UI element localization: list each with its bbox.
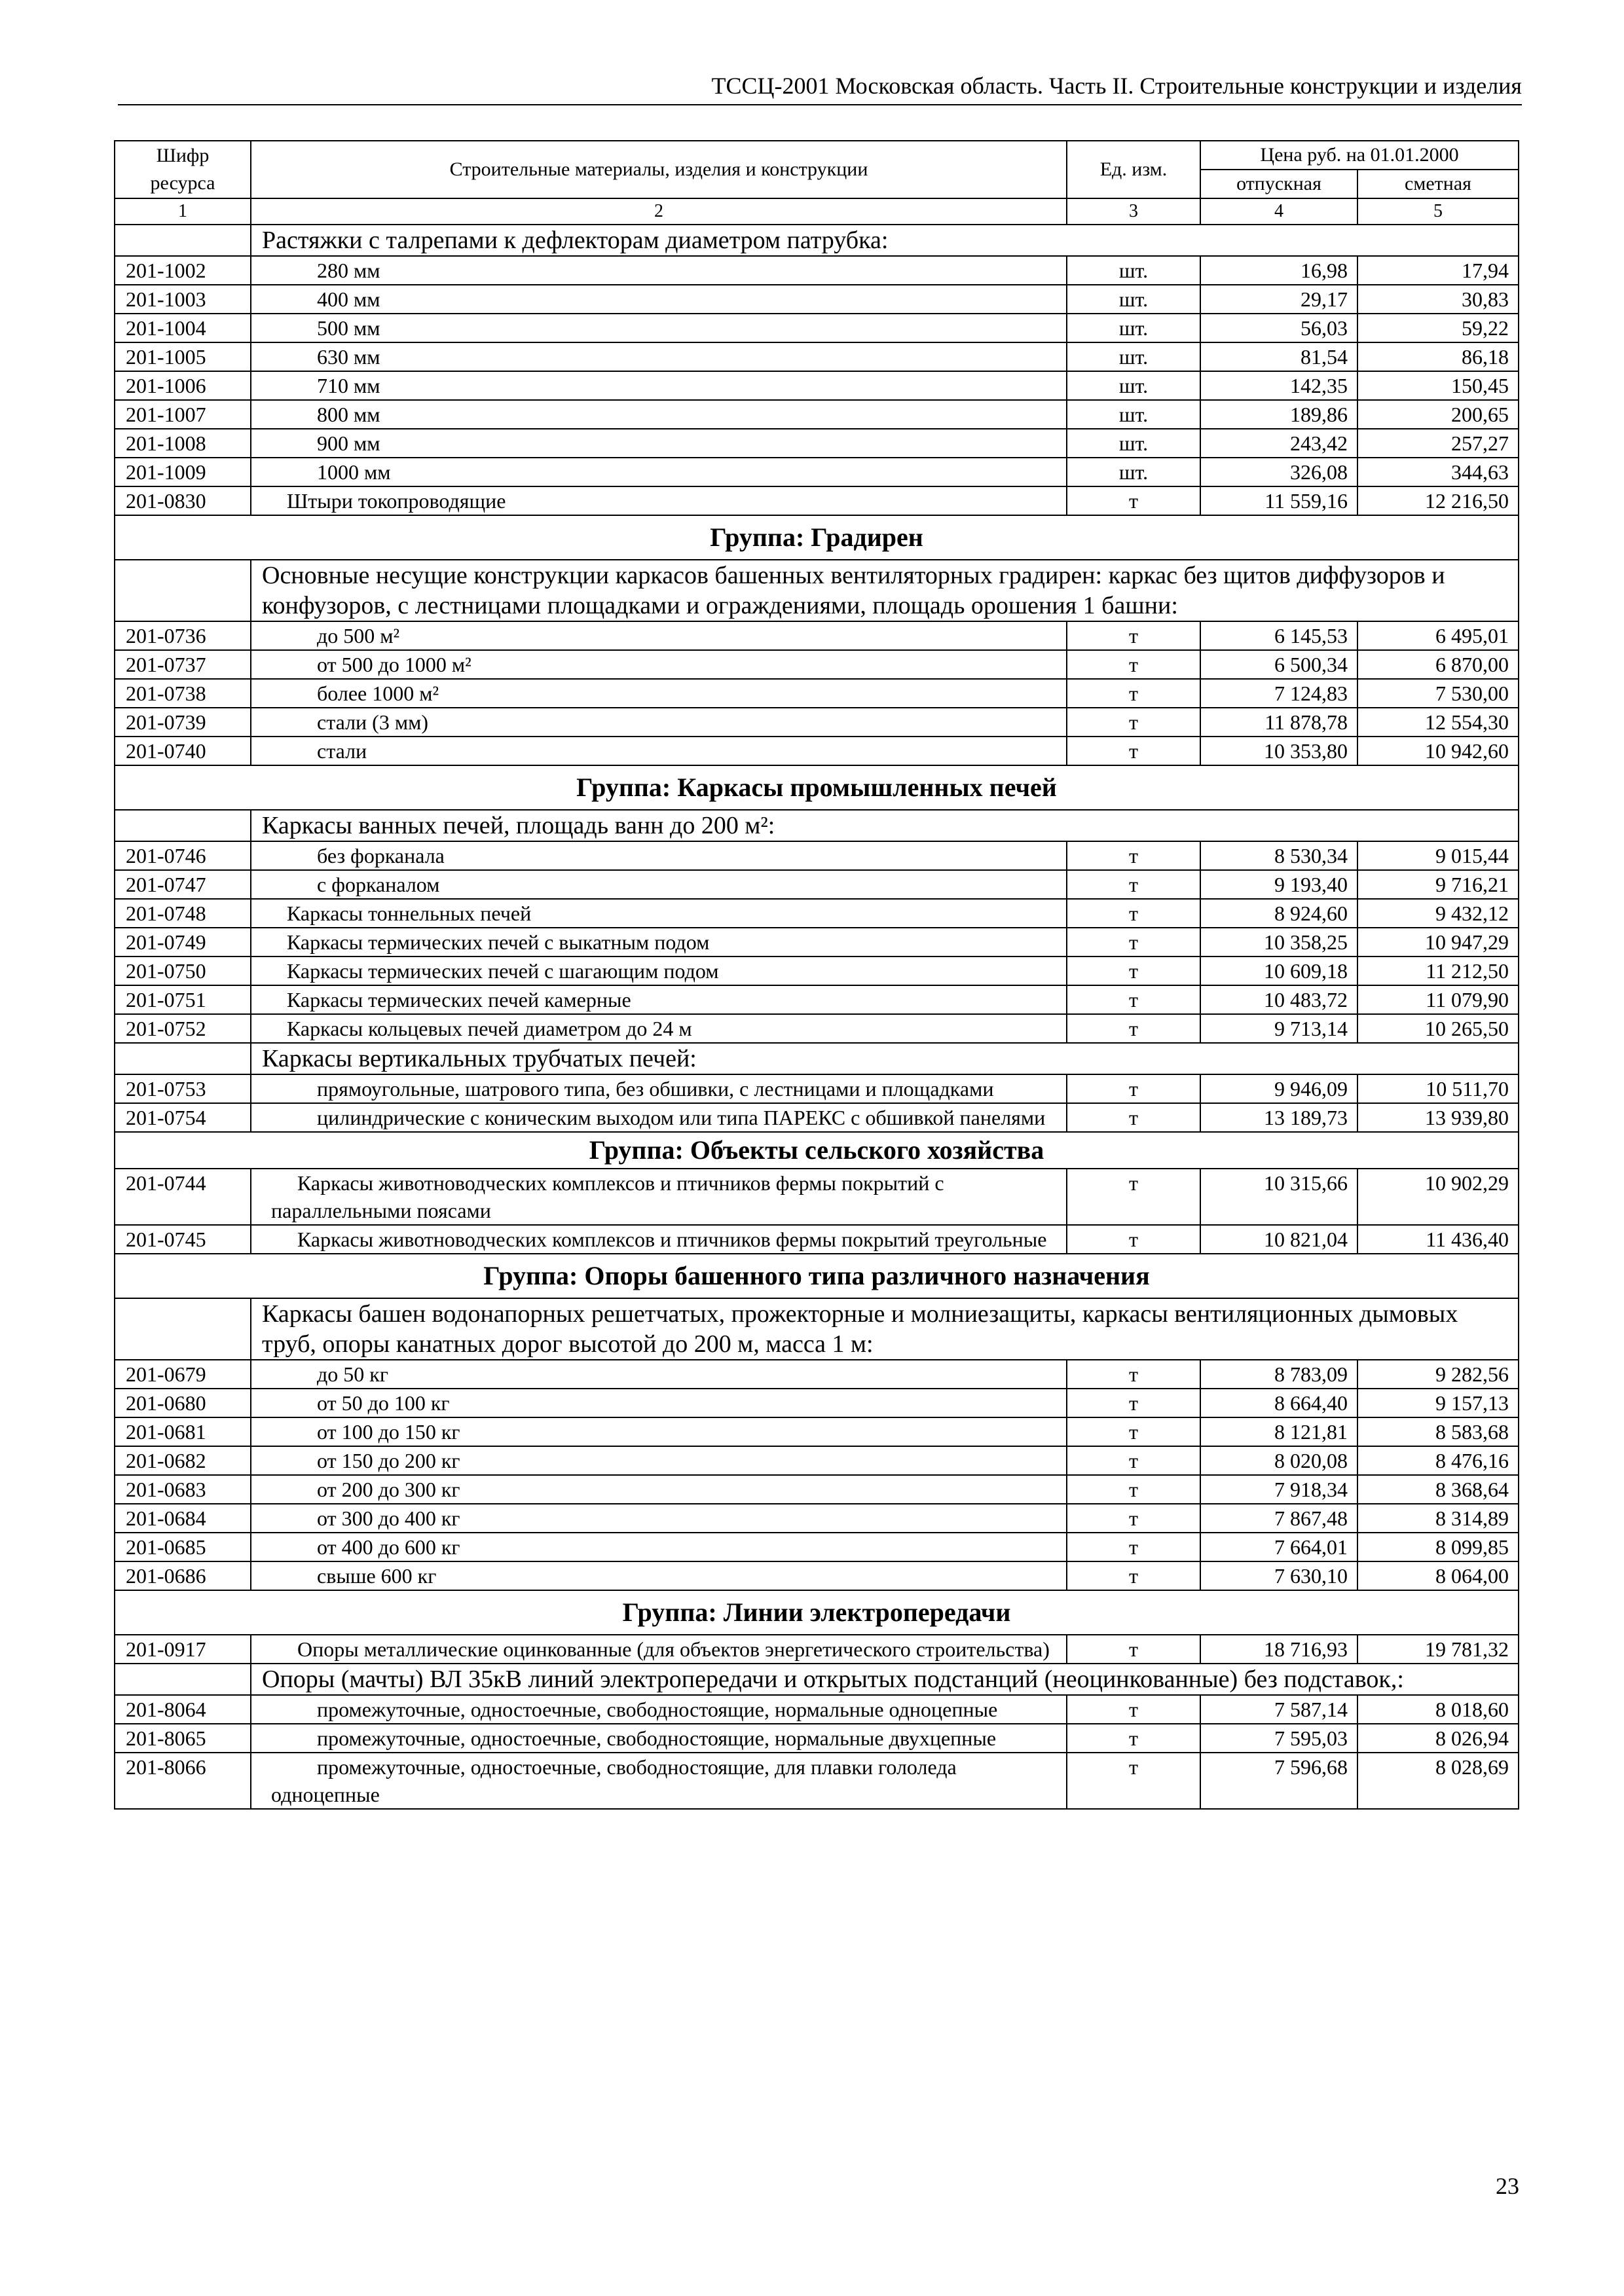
estimate-price: 6 870,00 <box>1357 650 1519 679</box>
table-row <box>115 429 1519 458</box>
item-name: от 400 до 600 кг <box>251 1533 1067 1561</box>
estimate-price: 8 018,60 <box>1357 1695 1519 1724</box>
release-price: 6 500,34 <box>1200 650 1357 679</box>
resource-code: 201-1003 <box>115 285 251 314</box>
running-header: ТССЦ-2001 Московская область. Часть II. Строительные конструкции и изделия <box>118 69 1522 105</box>
estimate-price: 59,22 <box>1357 314 1519 342</box>
resource-code: 201-0686 <box>115 1561 251 1590</box>
estimate-price: 11 436,40 <box>1357 1225 1519 1254</box>
group-heading-row <box>115 1254 1519 1298</box>
release-price: 10 483,72 <box>1200 985 1357 1014</box>
subheading: Каркасы башен водонапорных решетчатых, прожекторные и молниезащиты, каркасы вентиляционных дымовых труб, опоры канатных дорог высотой до 200 м, масса 1 м: <box>251 1298 1519 1360</box>
estimate-price: 8 028,69 <box>1357 1753 1519 1809</box>
release-price: 9 193,40 <box>1200 870 1357 899</box>
table-header-row <box>115 141 1519 170</box>
release-price: 56,03 <box>1200 314 1357 342</box>
unit: т <box>1067 985 1200 1014</box>
release-price: 13 189,73 <box>1200 1103 1357 1132</box>
estimate-price: 86,18 <box>1357 342 1519 371</box>
item-name: Каркасы термических печей с выкатным подом <box>251 928 1067 957</box>
unit: т <box>1067 957 1200 985</box>
empty-cell <box>115 1664 251 1695</box>
item-name: до 50 кг <box>251 1360 1067 1389</box>
estimate-price: 9 282,56 <box>1357 1360 1519 1389</box>
unit: т <box>1067 650 1200 679</box>
col-header-code: Шифр ресурса <box>115 141 251 198</box>
item-name: Каркасы кольцевых печей диаметром до 24 м <box>251 1014 1067 1043</box>
table-row <box>115 1103 1519 1132</box>
item-name: стали <box>251 737 1067 765</box>
unit: т <box>1067 1635 1200 1664</box>
group-heading: Группа: Каркасы промышленных печей <box>115 765 1519 810</box>
release-price: 81,54 <box>1200 342 1357 371</box>
release-price: 9 713,14 <box>1200 1014 1357 1043</box>
resource-code: 201-0680 <box>115 1389 251 1417</box>
unit: шт. <box>1067 342 1200 371</box>
item-name: от 200 до 300 кг <box>251 1475 1067 1504</box>
table-row <box>115 314 1519 342</box>
unit: шт. <box>1067 458 1200 486</box>
column-number-row <box>115 198 1519 225</box>
unit: т <box>1067 1225 1200 1254</box>
release-price: 29,17 <box>1200 285 1357 314</box>
resource-code: 201-0754 <box>115 1103 251 1132</box>
resource-code: 201-1005 <box>115 342 251 371</box>
resource-code: 201-0750 <box>115 957 251 985</box>
table-row <box>115 928 1519 957</box>
group-heading-row <box>115 1590 1519 1635</box>
resource-code: 201-0681 <box>115 1417 251 1446</box>
estimate-price: 8 583,68 <box>1357 1417 1519 1446</box>
table-row <box>115 1014 1519 1043</box>
column-number: 4 <box>1200 198 1357 225</box>
table-row <box>115 285 1519 314</box>
group-heading: Группа: Градирен <box>115 515 1519 560</box>
item-name: Каркасы термических печей с шагающим подом <box>251 957 1067 985</box>
group-heading: Группа: Объекты сельского хозяйства <box>115 1132 1519 1169</box>
group-heading: Группа: Опоры башенного типа различного назначения <box>115 1254 1519 1298</box>
table-row <box>115 621 1519 650</box>
item-name: с форканалом <box>251 870 1067 899</box>
estimate-price: 150,45 <box>1357 371 1519 400</box>
column-number: 2 <box>251 198 1067 225</box>
subheading: Каркасы ванных печей, площадь ванн до 200 м²: <box>251 810 1519 841</box>
item-name: промежуточные, одностоечные, свободностоящие, нормальные одноцепные <box>251 1695 1067 1724</box>
col-header-unit: Ед. изм. <box>1067 141 1200 198</box>
resource-code: 201-0737 <box>115 650 251 679</box>
empty-cell <box>115 225 251 256</box>
resource-code: 201-0747 <box>115 870 251 899</box>
empty-cell <box>115 810 251 841</box>
item-name: свыше 600 кг <box>251 1561 1067 1590</box>
table-row <box>115 841 1519 870</box>
unit: т <box>1067 1475 1200 1504</box>
estimate-price: 12 216,50 <box>1357 486 1519 515</box>
subheading-row <box>115 225 1519 256</box>
release-price: 7 867,48 <box>1200 1504 1357 1533</box>
release-price: 7 124,83 <box>1200 679 1357 708</box>
unit: т <box>1067 679 1200 708</box>
table-row <box>115 1695 1519 1724</box>
resource-code: 201-0682 <box>115 1446 251 1475</box>
resource-code: 201-0685 <box>115 1533 251 1561</box>
estimate-price: 8 368,64 <box>1357 1475 1519 1504</box>
release-price: 8 924,60 <box>1200 899 1357 928</box>
resource-code: 201-0748 <box>115 899 251 928</box>
resource-code: 201-1002 <box>115 256 251 285</box>
column-number: 5 <box>1357 198 1519 225</box>
unit: шт. <box>1067 314 1200 342</box>
resource-code: 201-0683 <box>115 1475 251 1504</box>
unit: т <box>1067 1169 1200 1225</box>
release-price: 11 878,78 <box>1200 708 1357 737</box>
release-price: 10 821,04 <box>1200 1225 1357 1254</box>
table-row <box>115 679 1519 708</box>
unit: т <box>1067 1724 1200 1753</box>
estimate-price: 30,83 <box>1357 285 1519 314</box>
resource-code: 201-8065 <box>115 1724 251 1753</box>
unit: т <box>1067 486 1200 515</box>
table-row <box>115 400 1519 429</box>
table-row <box>115 1724 1519 1753</box>
empty-cell <box>115 1298 251 1360</box>
estimate-price: 10 265,50 <box>1357 1014 1519 1043</box>
item-name: Каркасы животноводческих комплексов и птичников фермы покрытий с параллельными поясами <box>251 1169 1067 1225</box>
resource-code: 201-1009 <box>115 458 251 486</box>
table-row <box>115 737 1519 765</box>
unit: т <box>1067 1533 1200 1561</box>
unit: т <box>1067 708 1200 737</box>
release-price: 7 664,01 <box>1200 1533 1357 1561</box>
resource-code: 201-0917 <box>115 1635 251 1664</box>
resource-code: 201-0744 <box>115 1169 251 1225</box>
estimate-price: 8 476,16 <box>1357 1446 1519 1475</box>
release-price: 11 559,16 <box>1200 486 1357 515</box>
resource-code: 201-0745 <box>115 1225 251 1254</box>
unit: т <box>1067 1753 1200 1809</box>
subheading-row <box>115 1043 1519 1074</box>
subheading-row <box>115 1664 1519 1695</box>
release-price: 18 716,93 <box>1200 1635 1357 1664</box>
estimate-price: 10 942,60 <box>1357 737 1519 765</box>
estimate-price: 9 015,44 <box>1357 841 1519 870</box>
unit: т <box>1067 928 1200 957</box>
table-row <box>115 650 1519 679</box>
table-row <box>115 1225 1519 1254</box>
col-header-estimate-price: сметная <box>1357 170 1519 198</box>
col-header-release-price: отпускная <box>1200 170 1357 198</box>
estimate-price: 8 314,89 <box>1357 1504 1519 1533</box>
estimate-price: 13 939,80 <box>1357 1103 1519 1132</box>
table-row <box>115 1446 1519 1475</box>
estimate-price: 10 511,70 <box>1357 1074 1519 1103</box>
resource-code: 201-0736 <box>115 621 251 650</box>
resource-code: 201-0738 <box>115 679 251 708</box>
resource-code: 201-8066 <box>115 1753 251 1809</box>
item-name: 710 мм <box>251 371 1067 400</box>
table-row <box>115 1169 1519 1225</box>
subheading: Опоры (мачты) ВЛ 35кВ линий электропередачи и открытых подстанций (неоцинкованные) без подставок,: <box>251 1664 1519 1695</box>
release-price: 7 587,14 <box>1200 1695 1357 1724</box>
table-row <box>115 342 1519 371</box>
estimate-price: 9 432,12 <box>1357 899 1519 928</box>
resource-code: 201-0749 <box>115 928 251 957</box>
item-name: от 50 до 100 кг <box>251 1389 1067 1417</box>
resource-code: 201-1008 <box>115 429 251 458</box>
resource-code: 201-8064 <box>115 1695 251 1724</box>
estimate-price: 8 099,85 <box>1357 1533 1519 1561</box>
unit: т <box>1067 1389 1200 1417</box>
item-name: без форканала <box>251 841 1067 870</box>
unit: т <box>1067 1446 1200 1475</box>
release-price: 10 315,66 <box>1200 1169 1357 1225</box>
estimate-price: 9 716,21 <box>1357 870 1519 899</box>
estimate-price: 8 026,94 <box>1357 1724 1519 1753</box>
item-name: 800 мм <box>251 400 1067 429</box>
estimate-price: 257,27 <box>1357 429 1519 458</box>
subheading-row <box>115 1298 1519 1360</box>
resource-code: 201-0679 <box>115 1360 251 1389</box>
release-price: 189,86 <box>1200 400 1357 429</box>
item-name: 280 мм <box>251 256 1067 285</box>
item-name: Каркасы животноводческих комплексов и птичников фермы покрытий треугольные <box>251 1225 1067 1254</box>
table-row <box>115 458 1519 486</box>
item-name: Штыри токопроводящие <box>251 486 1067 515</box>
unit: т <box>1067 1504 1200 1533</box>
subheading: Каркасы вертикальных трубчатых печей: <box>251 1043 1519 1074</box>
group-heading-row <box>115 515 1519 560</box>
table-row <box>115 1561 1519 1590</box>
estimate-price: 12 554,30 <box>1357 708 1519 737</box>
release-price: 142,35 <box>1200 371 1357 400</box>
group-heading-row <box>115 765 1519 810</box>
release-price: 9 946,09 <box>1200 1074 1357 1103</box>
item-name: Каркасы тоннельных печей <box>251 899 1067 928</box>
release-price: 8 783,09 <box>1200 1360 1357 1389</box>
release-price: 16,98 <box>1200 256 1357 285</box>
item-name: 630 мм <box>251 342 1067 371</box>
item-name: 500 мм <box>251 314 1067 342</box>
release-price: 8 121,81 <box>1200 1417 1357 1446</box>
estimate-price: 8 064,00 <box>1357 1561 1519 1590</box>
table-row <box>115 1635 1519 1664</box>
empty-cell <box>115 560 251 621</box>
release-price: 7 630,10 <box>1200 1561 1357 1590</box>
release-price: 326,08 <box>1200 458 1357 486</box>
subheading: Основные несущие конструкции каркасов башенных вентиляторных градирен: каркас без щитов диффузоров и конфузоров, с лестницами площадками и ограждениями, площадь орошения 1 башни: <box>251 560 1519 621</box>
table-row <box>115 256 1519 285</box>
item-name: цилиндрические с коническим выходом или типа ПАРЕКС с обшивкой панелями <box>251 1103 1067 1132</box>
unit: шт. <box>1067 429 1200 458</box>
column-number: 1 <box>115 198 251 225</box>
item-name: более 1000 м² <box>251 679 1067 708</box>
table-row <box>115 985 1519 1014</box>
release-price: 243,42 <box>1200 429 1357 458</box>
table-row <box>115 1389 1519 1417</box>
resource-code: 201-0830 <box>115 486 251 515</box>
item-name: Опоры металлические оцинкованные (для объектов энергетического строительства) <box>251 1635 1067 1664</box>
release-price: 8 664,40 <box>1200 1389 1357 1417</box>
unit: т <box>1067 870 1200 899</box>
subheading-row <box>115 560 1519 621</box>
table-row <box>115 486 1519 515</box>
table-row <box>115 1475 1519 1504</box>
item-name: от 300 до 400 кг <box>251 1504 1067 1533</box>
release-price: 10 353,80 <box>1200 737 1357 765</box>
col-header-price: Цена руб. на 01.01.2000 <box>1200 141 1519 170</box>
unit: т <box>1067 1561 1200 1590</box>
table-row <box>115 1074 1519 1103</box>
release-price: 6 145,53 <box>1200 621 1357 650</box>
item-name: 1000 мм <box>251 458 1067 486</box>
table-row <box>115 1417 1519 1446</box>
unit: т <box>1067 1360 1200 1389</box>
group-heading: Группа: Линии электропередачи <box>115 1590 1519 1635</box>
item-name: Каркасы термических печей камерные <box>251 985 1067 1014</box>
empty-cell <box>115 1043 251 1074</box>
resource-code: 201-1007 <box>115 400 251 429</box>
table-row <box>115 1504 1519 1533</box>
item-name: 900 мм <box>251 429 1067 458</box>
release-price: 7 595,03 <box>1200 1724 1357 1753</box>
estimate-price: 17,94 <box>1357 256 1519 285</box>
release-price: 7 918,34 <box>1200 1475 1357 1504</box>
unit: т <box>1067 1074 1200 1103</box>
resource-code: 201-1006 <box>115 371 251 400</box>
item-name: промежуточные, одностоечные, свободностоящие, нормальные двухцепные <box>251 1724 1067 1753</box>
table-row <box>115 1533 1519 1561</box>
price-table <box>114 140 1519 1810</box>
item-name: до 500 м² <box>251 621 1067 650</box>
unit: т <box>1067 621 1200 650</box>
estimate-price: 19 781,32 <box>1357 1635 1519 1664</box>
release-price: 10 358,25 <box>1200 928 1357 957</box>
resource-code: 201-0752 <box>115 1014 251 1043</box>
col-header-name: Строительные материалы, изделия и конструкции <box>251 141 1067 198</box>
unit: т <box>1067 1014 1200 1043</box>
resource-code: 201-1004 <box>115 314 251 342</box>
table-row <box>115 870 1519 899</box>
group-heading-row <box>115 1132 1519 1169</box>
table-row <box>115 957 1519 985</box>
item-name: 400 мм <box>251 285 1067 314</box>
unit: шт. <box>1067 285 1200 314</box>
unit: т <box>1067 1103 1200 1132</box>
resource-code: 201-0753 <box>115 1074 251 1103</box>
release-price: 8 020,08 <box>1200 1446 1357 1475</box>
unit: т <box>1067 1695 1200 1724</box>
unit: т <box>1067 1417 1200 1446</box>
table-row <box>115 1753 1519 1809</box>
estimate-price: 10 902,29 <box>1357 1169 1519 1225</box>
unit: т <box>1067 737 1200 765</box>
table-row <box>115 899 1519 928</box>
estimate-price: 11 212,50 <box>1357 957 1519 985</box>
estimate-price: 200,65 <box>1357 400 1519 429</box>
estimate-price: 7 530,00 <box>1357 679 1519 708</box>
estimate-price: 344,63 <box>1357 458 1519 486</box>
unit: шт. <box>1067 256 1200 285</box>
estimate-price: 9 157,13 <box>1357 1389 1519 1417</box>
item-name: прямоугольные, шатрового типа, без обшивки, с лестницами и площадками <box>251 1074 1067 1103</box>
release-price: 8 530,34 <box>1200 841 1357 870</box>
table-row <box>115 708 1519 737</box>
estimate-price: 10 947,29 <box>1357 928 1519 957</box>
item-name: стали (3 мм) <box>251 708 1067 737</box>
item-name: от 500 до 1000 м² <box>251 650 1067 679</box>
estimate-price: 11 079,90 <box>1357 985 1519 1014</box>
unit: шт. <box>1067 400 1200 429</box>
resource-code: 201-0739 <box>115 708 251 737</box>
subheading: Растяжки с талрепами к дефлекторам диаметром патрубка: <box>251 225 1519 256</box>
item-name: от 100 до 150 кг <box>251 1417 1067 1446</box>
resource-code: 201-0746 <box>115 841 251 870</box>
item-name: от 150 до 200 кг <box>251 1446 1067 1475</box>
resource-code: 201-0684 <box>115 1504 251 1533</box>
release-price: 7 596,68 <box>1200 1753 1357 1809</box>
column-number: 3 <box>1067 198 1200 225</box>
resource-code: 201-0751 <box>115 985 251 1014</box>
table-row <box>115 371 1519 400</box>
estimate-price: 6 495,01 <box>1357 621 1519 650</box>
unit: шт. <box>1067 371 1200 400</box>
release-price: 10 609,18 <box>1200 957 1357 985</box>
table-row <box>115 1360 1519 1389</box>
unit: т <box>1067 899 1200 928</box>
subheading-row <box>115 810 1519 841</box>
resource-code: 201-0740 <box>115 737 251 765</box>
item-name: промежуточные, одностоечные, свободностоящие, для плавки гололеда одноцепные <box>251 1753 1067 1809</box>
unit: т <box>1067 841 1200 870</box>
page-number: 23 <box>1496 2173 1519 2199</box>
